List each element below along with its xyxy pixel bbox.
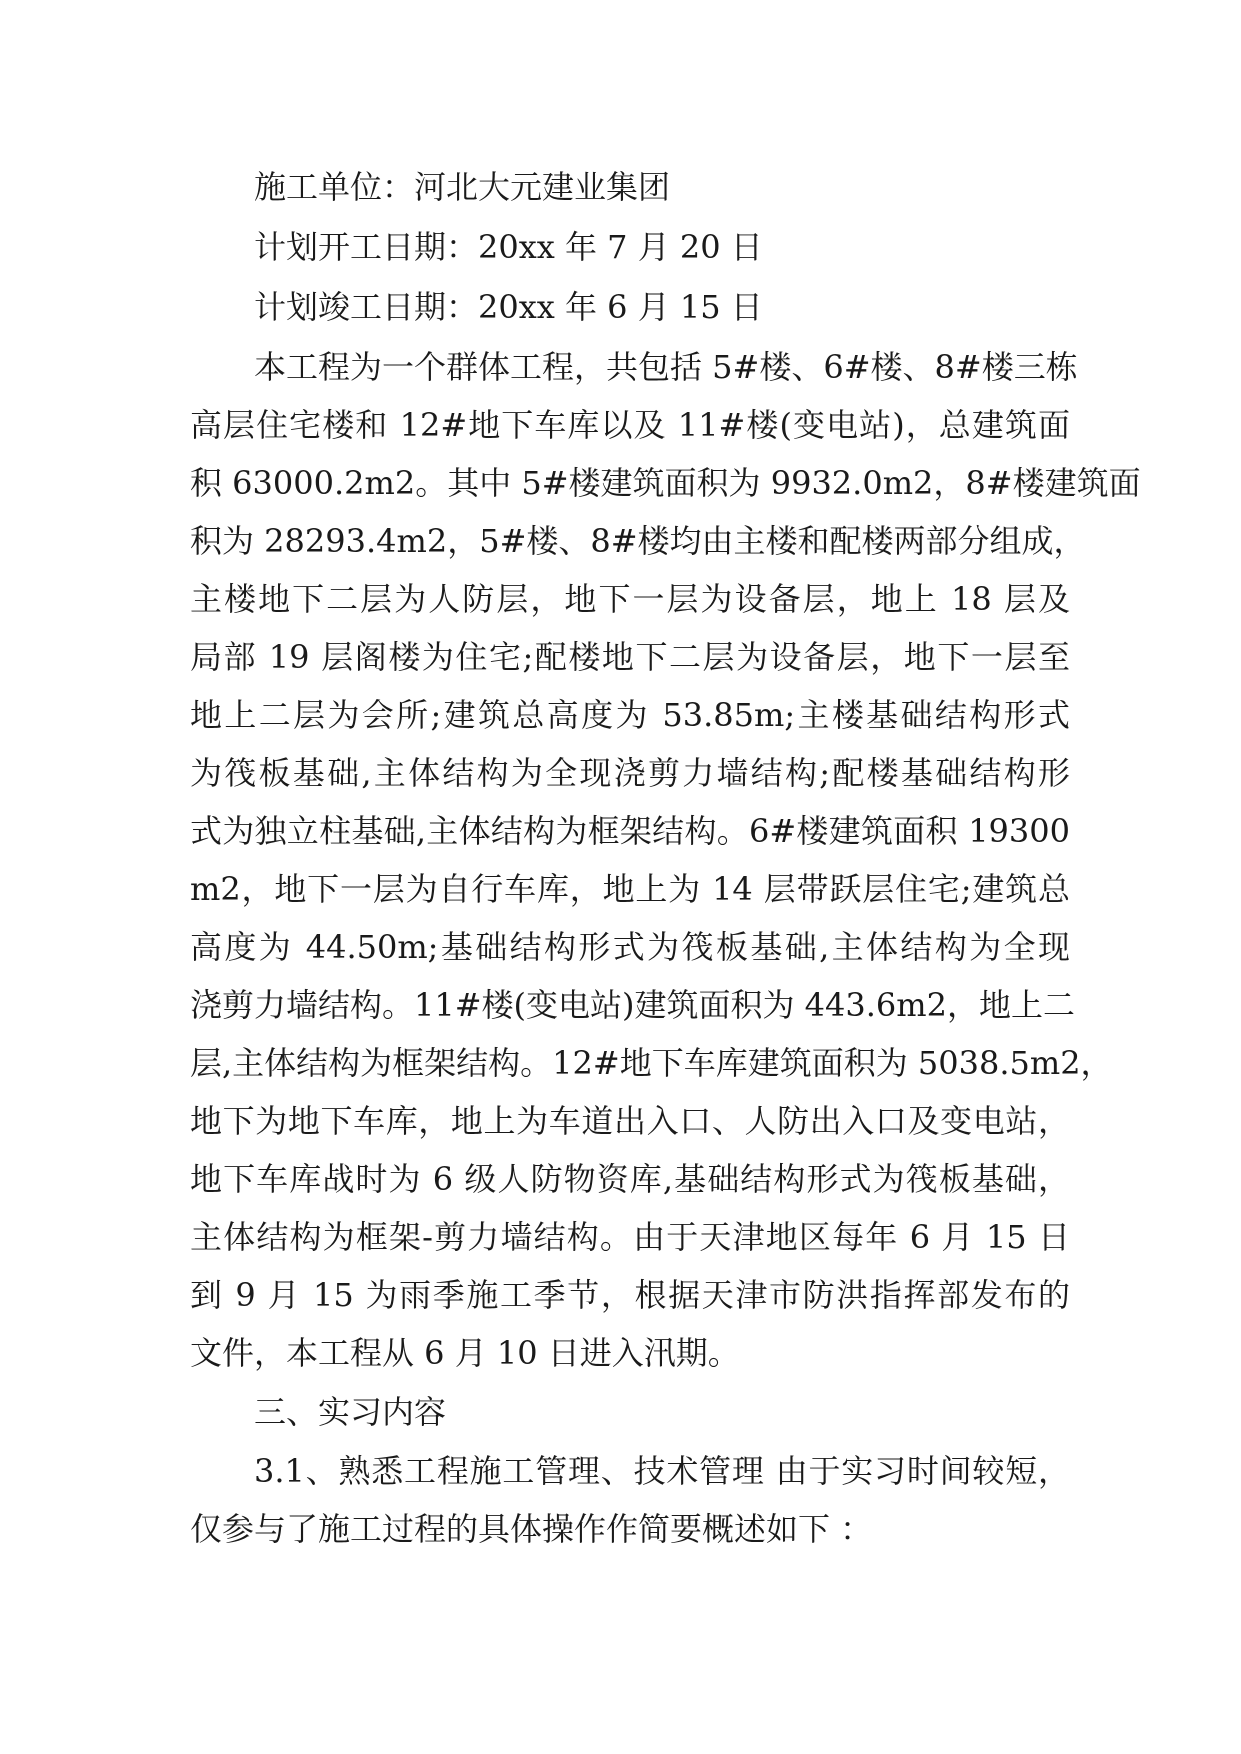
planned-completion-date-line: 计划竣工日期：20xx 年 6 月 15 日 [254,288,763,326]
paragraph-line: 高层住宅楼和 12#地下车库以及 11#楼(变电站)，总建筑面 [190,406,1070,444]
paragraph-line: 式为独立柱基础,主体结构为框架结构。6#楼建筑面积 19300 [190,812,1070,850]
construction-unit-line: 施工单位：河北大元建业集团 [254,168,671,206]
paragraph-line: 层,主体结构为框架结构。12#地下车库建筑面积为 5038.5m2， [190,1044,1113,1082]
paragraph-line: 地下车库战时为 6 级人防物资库,基础结构形式为筏板基础， [190,1160,1070,1198]
paragraph-line: 积 63000.2m2。其中 5#楼建筑面积为 9932.0m2，8#楼建筑面 [190,464,1141,502]
paragraph-line: 为筏板基础,主体结构为全现浇剪力墙结构;配楼基础结构形 [190,754,1070,792]
paragraph-line: 文件，本工程从 6 月 10 日进入汛期。 [190,1334,740,1372]
paragraph-line: 浇剪力墙结构。11#楼(变电站)建筑面积为 443.6m2，地上二 [190,986,1075,1024]
paragraph-line: 高度为 44.50m;基础结构形式为筏板基础,主体结构为全现 [190,928,1070,966]
paragraph-line: 本工程为一个群体工程，共包括 5#楼、6#楼、8#楼三栋 [254,348,1078,386]
paragraph-line: 3.1、熟悉工程施工管理、技术管理 由于实习时间较短， [254,1452,1070,1490]
paragraph-line: 局部 19 层阁楼为住宅;配楼地下二层为设备层，地下一层至 [190,638,1070,676]
paragraph-line: 仅参与了施工过程的具体操作作简要概述如下 ： [190,1510,873,1548]
planned-start-date-line: 计划开工日期：20xx 年 7 月 20 日 [254,228,763,266]
paragraph-line: 地上二层为会所;建筑总高度为 53.85m;主楼基础结构形式 [190,696,1070,734]
section-heading: 三、实习内容 [254,1393,447,1431]
paragraph-line: m2，地下一层为自行车库，地上为 14 层带跃层住宅;建筑总 [190,870,1070,908]
paragraph-line: 积为 28293.4m2，5#楼、8#楼均由主楼和配楼两部分组成， [190,522,1086,560]
paragraph-line: 地下为地下车库，地上为车道出入口、人防出入口及变电站， [190,1102,1070,1140]
paragraph-line: 主楼地下二层为人防层，地下一层为设备层，地上 18 层及 [190,580,1070,618]
paragraph-line: 到 9 月 15 为雨季施工季节，根据天津市防洪指挥部发布的 [190,1276,1070,1314]
paragraph-line: 主体结构为框架-剪力墙结构。由于天津地区每年 6 月 15 日 [190,1218,1070,1256]
